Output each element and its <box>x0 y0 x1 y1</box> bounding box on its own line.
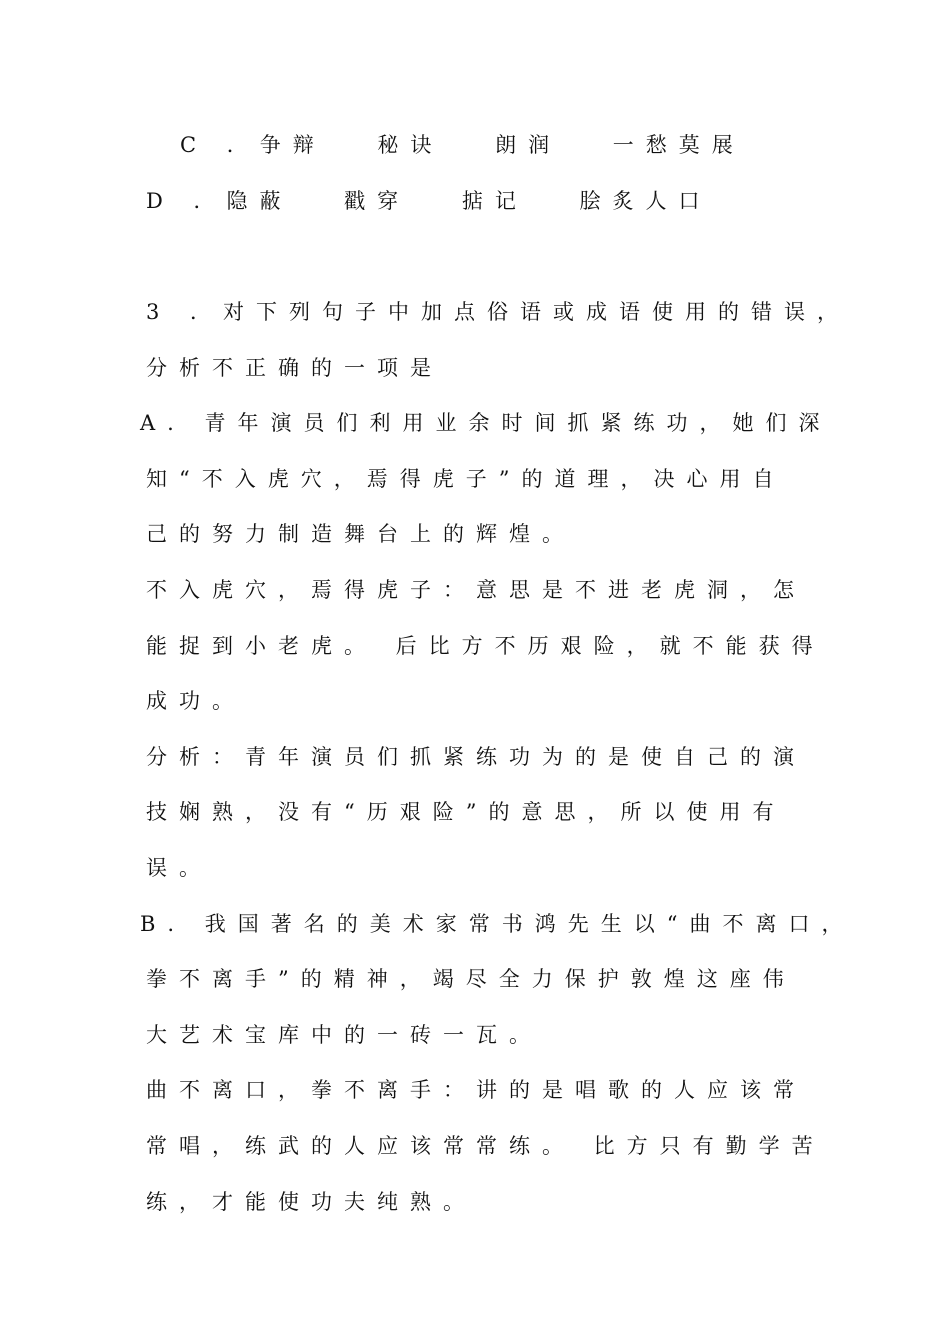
option-c: C ．争辩 秘诀 朗润 一愁莫展 <box>180 133 745 157</box>
item-a-definition-line-1: 不入虎穴，焉得虎子：意思是不进老虎洞，怎 <box>146 578 806 602</box>
item-a-line-3: 己的努力制造舞台上的辉煌。 <box>146 522 575 546</box>
item-a-definition-line-3: 成功。 <box>146 689 245 713</box>
item-a-line-1: A. 青年演员们利用业余时间抓紧练功，她们深 <box>140 411 832 435</box>
item-a-analysis-line-3: 误。 <box>146 856 212 880</box>
item-b-definition-line-2: 常唱，练武的人应该常常练。 比方只有勤学苦 <box>146 1134 825 1158</box>
item-b-line-1: B. 我国著名的美术家常书鸿先生以“曲不离口， <box>140 912 855 936</box>
option-d: D ．隐蔽 戳穿 掂记 脍炙人口 <box>146 189 712 213</box>
item-a-line-2: 知“不入虎穴，焉得虎子”的道理，决心用自 <box>146 467 786 491</box>
question-stem-line-1: 3 ．对下列句子中加点俗语或成语使用的错误， <box>146 300 851 324</box>
question-stem-line-2: 分析不正确的一项是 <box>146 356 443 380</box>
item-b-definition-line-1: 曲不离口，拳不离手：讲的是唱歌的人应该常 <box>146 1078 806 1102</box>
item-b-line-3: 大艺术宝库中的一砖一瓦。 <box>146 1023 542 1047</box>
item-a-analysis-line-2: 技娴熟，没有“历艰险”的意思，所以使用有 <box>146 800 786 824</box>
item-a-definition-line-2: 能捉到小老虎。 后比方不历艰险，就不能获得 <box>146 634 825 658</box>
item-b-definition-line-3: 练，才能使功夫纯熟。 <box>146 1190 476 1214</box>
item-a-analysis-line-1: 分析：青年演员们抓紧练功为的是使自己的演 <box>146 745 806 769</box>
item-b-line-2: 拳不离手”的精神，竭尽全力保护敦煌这座伟 <box>146 967 796 991</box>
